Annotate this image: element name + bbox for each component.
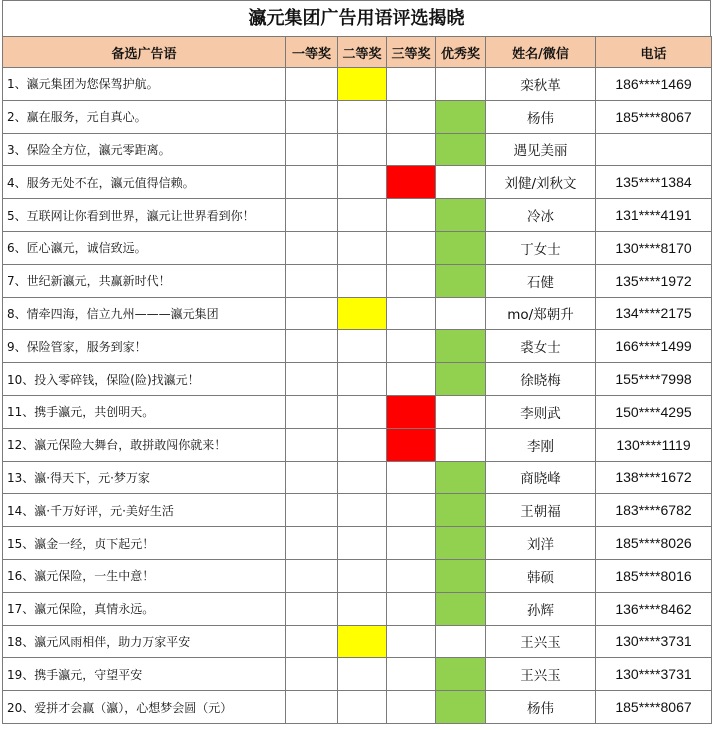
award-cell[interactable]: [387, 264, 436, 297]
header-slogan: 备选广告语: [3, 37, 286, 68]
award-cell[interactable]: [286, 658, 338, 691]
slogan-cell[interactable]: 4、服务无处不在，瀛元值得信赖。: [3, 166, 286, 199]
award-cell[interactable]: [387, 199, 436, 232]
slogan-cell[interactable]: 8、情牵四海，信立九州———瀛元集团: [3, 297, 286, 330]
slogan-cell[interactable]: 5、互联网让你看到世界，瀛元让世界看到你！: [3, 199, 286, 232]
name-cell[interactable]: 栾秋革: [486, 68, 596, 101]
award-cell[interactable]: [286, 166, 338, 199]
award-cell[interactable]: [338, 625, 387, 658]
award-cell[interactable]: [387, 68, 436, 101]
award-cell[interactable]: [286, 264, 338, 297]
award-cell[interactable]: [338, 691, 387, 724]
header-third-prize: 三等奖: [387, 37, 436, 68]
award-cell[interactable]: [286, 428, 338, 461]
header-first-prize: 一等奖: [286, 37, 338, 68]
table-row: [3, 428, 712, 461]
phone-cell[interactable]: 130****3731: [596, 625, 712, 658]
slogan-cell[interactable]: 13、瀛·得天下，元·梦万家: [3, 461, 286, 494]
award-cell[interactable]: [338, 100, 387, 133]
award-cell[interactable]: [387, 395, 436, 428]
award-cell[interactable]: [286, 100, 338, 133]
slogan-cell[interactable]: 17、瀛元保险，真情永远。: [3, 592, 286, 625]
slogan-cell[interactable]: 15、瀛金一经，贞下起元！: [3, 527, 286, 560]
table-body: [3, 68, 712, 724]
name-cell[interactable]: 李刚: [486, 428, 596, 461]
sheet-title: 瀛元集团广告用语评选揭晓: [2, 0, 711, 36]
award-cell[interactable]: [286, 625, 338, 658]
award-cell[interactable]: [338, 527, 387, 560]
award-cell[interactable]: [436, 264, 486, 297]
header-phone: 电话: [596, 37, 712, 68]
award-cell[interactable]: [286, 330, 338, 363]
award-cell[interactable]: [436, 625, 486, 658]
award-cell[interactable]: [338, 199, 387, 232]
phone-cell[interactable]: 185****8026: [596, 527, 712, 560]
award-cell[interactable]: [387, 231, 436, 264]
table-row: [3, 199, 712, 232]
award-cell[interactable]: [338, 264, 387, 297]
award-cell[interactable]: [387, 658, 436, 691]
phone-cell[interactable]: 138****1672: [596, 461, 712, 494]
award-cell[interactable]: [436, 658, 486, 691]
award-cell[interactable]: [286, 133, 338, 166]
award-cell[interactable]: [338, 592, 387, 625]
award-cell[interactable]: [436, 395, 486, 428]
table-row: [3, 68, 712, 101]
table-row: [3, 691, 712, 724]
phone-cell[interactable]: 131****4191: [596, 199, 712, 232]
slogan-cell[interactable]: 3、保险全方位，瀛元零距离。: [3, 133, 286, 166]
award-cell[interactable]: [387, 133, 436, 166]
award-cell[interactable]: [286, 592, 338, 625]
table-row: [3, 527, 712, 560]
award-cell[interactable]: [338, 297, 387, 330]
award-cell[interactable]: [436, 231, 486, 264]
award-cell[interactable]: [338, 330, 387, 363]
award-cell[interactable]: [387, 494, 436, 527]
slogan-cell[interactable]: 2、赢在服务，元自真心。: [3, 100, 286, 133]
award-cell[interactable]: [436, 363, 486, 396]
table-row: [3, 625, 712, 658]
table-row: [3, 461, 712, 494]
phone-cell[interactable]: 166****1499: [596, 330, 712, 363]
table-row: [3, 363, 712, 396]
name-cell[interactable]: 王朝福: [486, 494, 596, 527]
phone-cell[interactable]: 135****1384: [596, 166, 712, 199]
award-cell[interactable]: [338, 494, 387, 527]
table-row: [3, 658, 712, 691]
award-cell[interactable]: [436, 199, 486, 232]
slogan-cell[interactable]: 14、瀛·千万好评，元·美好生活: [3, 494, 286, 527]
results-table: [2, 36, 712, 724]
phone-cell[interactable]: 186****1469: [596, 68, 712, 101]
header-name: 姓名/微信: [486, 37, 596, 68]
phone-cell[interactable]: 130****8170: [596, 231, 712, 264]
slogan-cell[interactable]: 18、瀛元风雨相伴，助力万家平安: [3, 625, 286, 658]
slogan-cell[interactable]: 7、世纪新瀛元，共赢新时代！: [3, 264, 286, 297]
award-cell[interactable]: [286, 68, 338, 101]
slogan-cell[interactable]: 6、匠心瀛元，诚信致远。: [3, 231, 286, 264]
phone-cell[interactable]: 135****1972: [596, 264, 712, 297]
phone-cell[interactable]: 130****3731: [596, 658, 712, 691]
slogan-cell[interactable]: 10、投入零碎钱，保险(险)找瀛元！: [3, 363, 286, 396]
name-cell[interactable]: 孙辉: [486, 592, 596, 625]
award-cell[interactable]: [436, 68, 486, 101]
slogan-cell[interactable]: 19、携手瀛元，守望平安: [3, 658, 286, 691]
table-row: [3, 330, 712, 363]
table-row: [3, 231, 712, 264]
award-cell[interactable]: [286, 199, 338, 232]
award-cell[interactable]: [436, 494, 486, 527]
award-cell[interactable]: [286, 395, 338, 428]
award-cell[interactable]: [436, 428, 486, 461]
award-cell[interactable]: [387, 330, 436, 363]
award-cell[interactable]: [387, 625, 436, 658]
header-excellent-prize: 优秀奖: [436, 37, 486, 68]
name-cell[interactable]: 刘健/刘秋文: [486, 166, 596, 199]
award-cell[interactable]: [387, 166, 436, 199]
slogan-cell[interactable]: 20、爱拼才会赢（瀛），心想梦会圆（元）: [3, 691, 286, 724]
award-cell[interactable]: [436, 100, 486, 133]
name-cell[interactable]: 韩硕: [486, 559, 596, 592]
header-row: [3, 37, 712, 68]
award-cell[interactable]: [286, 231, 338, 264]
award-cell[interactable]: [338, 231, 387, 264]
award-cell[interactable]: [286, 691, 338, 724]
name-cell[interactable]: 杨伟: [486, 100, 596, 133]
name-cell[interactable]: 徐晓梅: [486, 363, 596, 396]
name-cell[interactable]: 商晓峰: [486, 461, 596, 494]
award-cell[interactable]: [436, 133, 486, 166]
award-cell[interactable]: [286, 461, 338, 494]
award-cell[interactable]: [286, 363, 338, 396]
name-cell[interactable]: 遇见美丽: [486, 133, 596, 166]
name-cell[interactable]: 裘女士: [486, 330, 596, 363]
name-cell[interactable]: 石健: [486, 264, 596, 297]
name-cell[interactable]: 王兴玉: [486, 658, 596, 691]
slogan-cell[interactable]: 16、瀛元保险，一生中意！: [3, 559, 286, 592]
award-cell[interactable]: [387, 100, 436, 133]
name-cell[interactable]: 丁女士: [486, 231, 596, 264]
table-row: [3, 166, 712, 199]
award-cell[interactable]: [286, 494, 338, 527]
award-cell[interactable]: [338, 166, 387, 199]
award-cell[interactable]: [338, 395, 387, 428]
award-cell[interactable]: [338, 428, 387, 461]
award-cell[interactable]: [387, 297, 436, 330]
award-cell[interactable]: [387, 527, 436, 560]
award-cell[interactable]: [436, 592, 486, 625]
name-cell[interactable]: 王兴玉: [486, 625, 596, 658]
award-cell[interactable]: [387, 461, 436, 494]
name-cell[interactable]: mo/郑朝升: [486, 297, 596, 330]
award-cell[interactable]: [436, 330, 486, 363]
slogan-cell[interactable]: 9、保险管家，服务到家！: [3, 330, 286, 363]
header-second-prize: 二等奖: [338, 37, 387, 68]
table-row: [3, 592, 712, 625]
slogan-cell[interactable]: 1、瀛元集团为您保驾护航。: [3, 68, 286, 101]
award-cell[interactable]: [436, 691, 486, 724]
table-row: [3, 297, 712, 330]
award-cell[interactable]: [436, 559, 486, 592]
award-cell[interactable]: [436, 297, 486, 330]
award-cell[interactable]: [338, 559, 387, 592]
award-cell[interactable]: [338, 68, 387, 101]
phone-cell[interactable]: 185****8067: [596, 100, 712, 133]
slogan-cell[interactable]: 12、瀛元保险大舞台，敢拼敢闯你就来！: [3, 428, 286, 461]
award-cell[interactable]: [338, 658, 387, 691]
table-row: [3, 494, 712, 527]
table-row: [3, 264, 712, 297]
award-cell[interactable]: [387, 592, 436, 625]
name-cell[interactable]: 李则武: [486, 395, 596, 428]
phone-cell[interactable]: 185****8016: [596, 559, 712, 592]
award-cell[interactable]: [387, 428, 436, 461]
table-row: [3, 133, 712, 166]
award-cell[interactable]: [387, 559, 436, 592]
spreadsheet: [2, 0, 711, 724]
table-row: [3, 559, 712, 592]
award-cell[interactable]: [436, 166, 486, 199]
name-cell[interactable]: 冷冰: [486, 199, 596, 232]
table-row: [3, 395, 712, 428]
award-cell[interactable]: [286, 297, 338, 330]
phone-cell[interactable]: 136****8462: [596, 592, 712, 625]
slogan-cell[interactable]: 11、携手瀛元，共创明天。: [3, 395, 286, 428]
phone-cell[interactable]: 155****7998: [596, 363, 712, 396]
name-cell[interactable]: 刘洋: [486, 527, 596, 560]
award-cell[interactable]: [436, 461, 486, 494]
award-cell[interactable]: [436, 527, 486, 560]
name-cell[interactable]: 杨伟: [486, 691, 596, 724]
award-cell[interactable]: [338, 363, 387, 396]
award-cell[interactable]: [286, 527, 338, 560]
phone-cell[interactable]: 185****8067: [596, 691, 712, 724]
phone-cell[interactable]: 150****4295: [596, 395, 712, 428]
award-cell[interactable]: [387, 691, 436, 724]
award-cell[interactable]: [338, 133, 387, 166]
table-row: [3, 100, 712, 133]
phone-cell[interactable]: 183****6782: [596, 494, 712, 527]
award-cell[interactable]: [387, 363, 436, 396]
award-cell[interactable]: [286, 559, 338, 592]
award-cell[interactable]: [338, 461, 387, 494]
phone-cell[interactable]: [596, 133, 712, 166]
phone-cell[interactable]: 134****2175: [596, 297, 712, 330]
phone-cell[interactable]: 130****1119: [596, 428, 712, 461]
